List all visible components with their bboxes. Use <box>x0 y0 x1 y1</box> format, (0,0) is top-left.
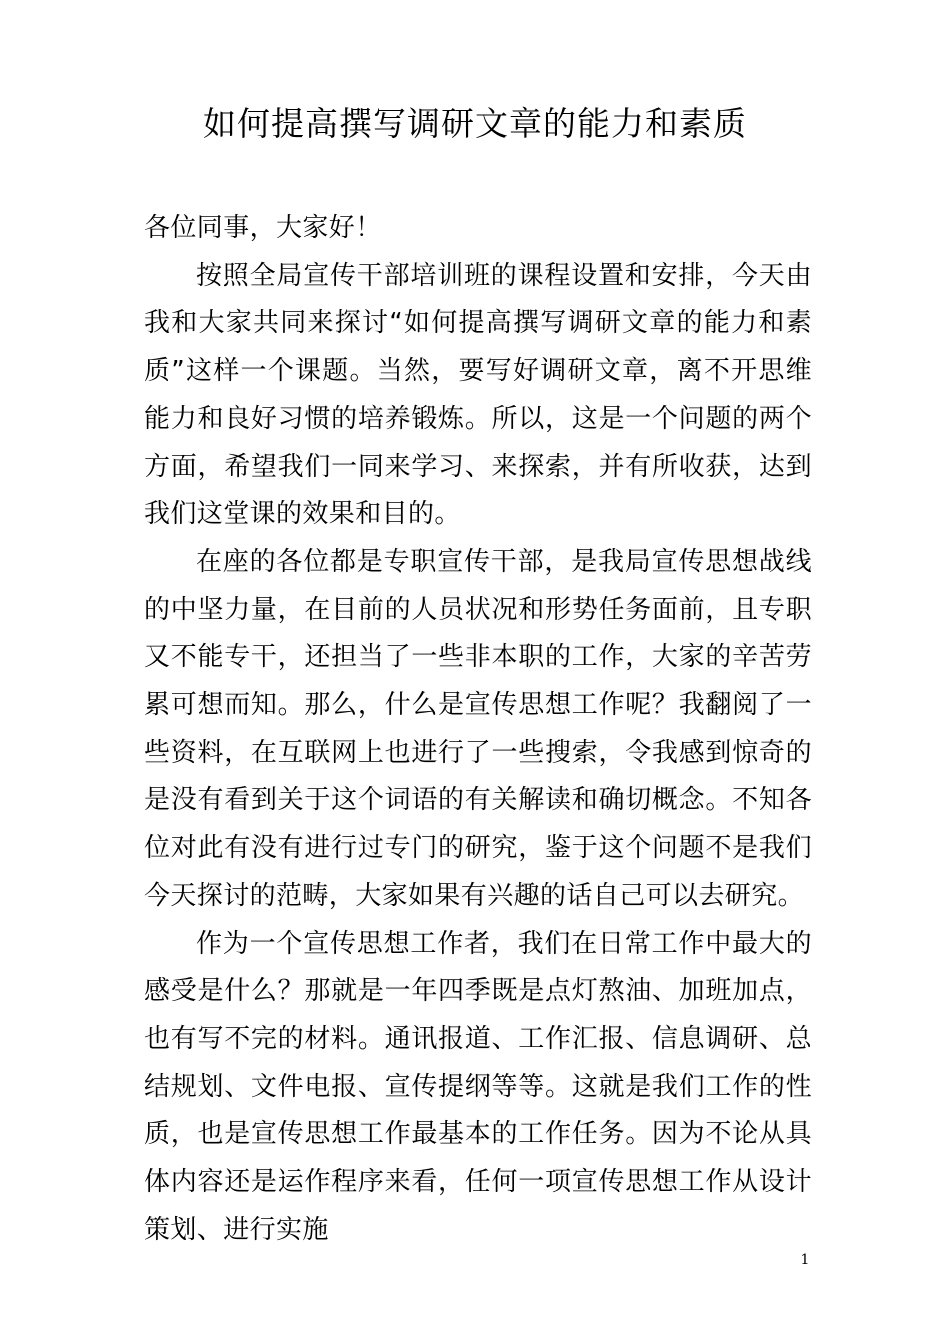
page-number: 1 <box>800 1252 810 1268</box>
paragraph-3: 作为一个宣传思想工作者，我们在日常工作中最大的感受是什么？那就是一年四季既是点灯熬油、加班加点，也有写不完的材料。通讯报道、工作汇报、信息调研、总结规划、文件电报、宣传提纲等等。这就是我们工作的性质，也是宣传思想工作最基本的工作任务。因为不论从具体内容还是运作程序来看，任何一项宣传思想工作从设计策划、进行实施 <box>144 928 812 1245</box>
paragraph-2: 在座的各位都是专职宣传干部，是我局宣传思想战线的中坚力量，在目前的人员状况和形势任务面前，且专职又不能专干，还担当了一些非本职的工作，大家的辛苦劳累可想而知。那么，什么是宣传思想工作呢？我翻阅了一些资料，在互联网上也进行了一些搜索，令我感到惊奇的是没有看到关于这个词语的有关解读和确切概念。不知各位对此有没有进行过专门的研究，鉴于这个问题不是我们今天探讨的范畴，大家如果有兴趣的话自己可以去研究。 <box>144 546 812 911</box>
document-title: 如何提高撰写调研文章的能力和素质 <box>203 104 747 143</box>
paragraph-1: 按照全局宣传干部培训班的课程设置和安排，今天由我和大家共同来探讨“如何提高撰写调研文章的能力和素质”这样一个课题。当然，要写好调研文章，离不开思维能力和良好习惯的培养锻炼。所以，这是一个问题的两个方面，希望我们一同来学习、来探索，并有所收获，达到我们这堂课的效果和目的。 <box>144 260 812 530</box>
greeting: 各位同事，大家好！ <box>144 213 382 243</box>
document-body <box>144 205 812 1254</box>
